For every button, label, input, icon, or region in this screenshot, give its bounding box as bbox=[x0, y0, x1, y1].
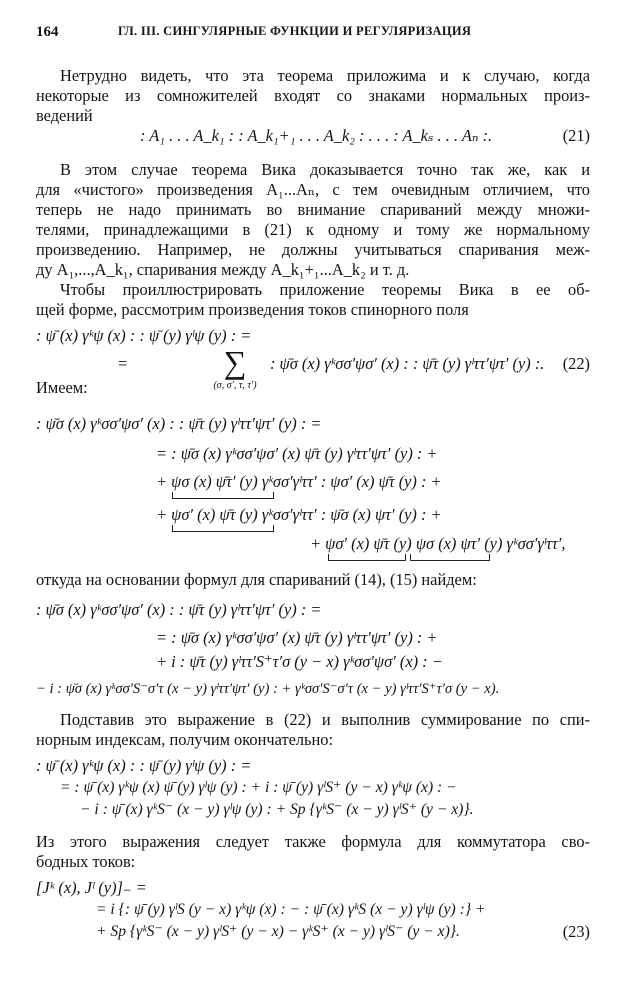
para1-line3: ведений bbox=[36, 106, 93, 125]
equation-21: : A₁ . . . A_k₁ : : A_k₁+₁ . . . A_k₂ : . . . : A_kₛ . . . Aₙ :. bbox=[140, 126, 493, 145]
page-number: 164 bbox=[36, 24, 59, 40]
para4-line: откуда на основании формул для спариваний (14), (15) найдем: bbox=[36, 570, 477, 589]
para1-line2: некоторые из сомножителей входят со знаками нормальных произ- bbox=[36, 86, 590, 105]
wick-line5: + ψσ′ (x) ψ̄τ (y) ψσ (x) ψτ′ (y) γᵏσσ′γˡττ′, bbox=[310, 534, 566, 553]
equation-22-line2: : ψ̄σ (x) γᵏσσ′ψσ′ (x) : : ψ̄τ (y) γˡττ′ψτ′ (y) :. bbox=[270, 354, 545, 373]
para2-line2: для «чистого» произведения A₁...Aₙ, с тем очевидным отличием, что bbox=[36, 180, 590, 199]
result-line3: + i : ψ̄τ (y) γˡττ′S⁺τ′σ (y − x) γᵏσσ′ψσ′ (x) : − bbox=[156, 652, 443, 671]
equation-22-line1: : ψ̄ (x) γᵏψ (x) : : ψ̄ (y) γˡψ (y) : = bbox=[36, 326, 252, 345]
final-line2: = : ψ̄ (x) γᵏψ (x) ψ̄ (y) γˡψ (y) : + i : ψ̄ (y) γˡS⁺ (y − x) γᵏψ (x) : − bbox=[60, 779, 457, 796]
final-line3: − i : ψ̄ (x) γᵏS⁻ (x − y) γˡψ (y) : + Sp {γᵏS⁻ (x − y) γˡS⁺ (y − x)}. bbox=[80, 801, 474, 818]
equation-23-line2: = i {: ψ̄ (y) γˡS (y − x) γᵏψ (x) : − : ψ̄ (x) γᵏS (x − y) γˡψ (y) :} + bbox=[96, 901, 486, 918]
contraction-bracket bbox=[172, 492, 274, 499]
contraction-bracket bbox=[328, 554, 406, 561]
equation-22-number: (22) bbox=[562, 354, 590, 373]
running-title: ГЛ. III. СИНГУЛЯРНЫЕ ФУНКЦИИ И РЕГУЛЯРИЗАЦИЯ bbox=[118, 24, 472, 38]
result-line1: : ψ̄σ (x) γᵏσσ′ψσ′ (x) : : ψ̄τ (y) γˡττ′ψτ′ (y) : = bbox=[36, 600, 322, 619]
wick-line2: = : ψ̄σ (x) γᵏσσ′ψσ′ (x) ψ̄τ (y) γˡττ′ψτ′ (y) : + bbox=[156, 444, 438, 463]
equation-23-number: (23) bbox=[562, 922, 590, 941]
equation-21-number: (21) bbox=[562, 126, 590, 145]
result-line4: − i : ψ̄σ (x) γᵏσσ′S⁻σ′τ (x − y) γˡττ′ψτ′ (y) : + γᵏσσ′S⁻σ′τ (x − y) γˡττ′S⁺τ′σ (y − x). bbox=[36, 681, 500, 697]
summation-index: (σ, σ′, τ, τ′) bbox=[213, 380, 257, 391]
para6-line2: бодных токов: bbox=[36, 852, 136, 871]
final-line1: : ψ̄ (x) γᵏψ (x) : : ψ̄ (y) γˡψ (y) : = bbox=[36, 756, 252, 775]
summation-sign: ∑ bbox=[223, 344, 247, 380]
para2-line3: теперь не надо принимать во внимание спариваний между множи- bbox=[36, 200, 590, 219]
imeem-label: Имеем: bbox=[36, 378, 88, 397]
wick-line4: + ψσ′ (x) ψ̄τ (y) γᵏσσ′γˡττ′ : ψ̄σ (x) ψτ′ (y) : + bbox=[156, 505, 442, 524]
equation-23-line1: [Jᵏ (x), Jˡ (y)]₋ = bbox=[36, 878, 147, 897]
equation-23-line3: + Sp {γᵏS⁻ (x − y) γˡS⁺ (y − x) − γᵏS⁺ (x − y) γˡS⁻ (y − x)}. bbox=[96, 923, 460, 940]
contraction-bracket bbox=[410, 554, 490, 561]
result-line2: = : ψ̄σ (x) γᵏσσ′ψσ′ (x) ψ̄τ (y) γˡττ′ψτ′ (y) : + bbox=[156, 628, 438, 647]
wick-line1: : ψ̄σ (x) γᵏσσ′ψσ′ (x) : : ψ̄τ (y) γˡττ′ψτ′ (y) : = bbox=[36, 414, 322, 433]
para2-line4: телями, принадлежащими в (21) к одному и тому же нормальному bbox=[36, 220, 590, 239]
wick-line3: + ψσ (x) ψ̄τ′ (y) γᵏσσ′γˡττ′ : ψσ′ (x) ψ̄τ (y) : + bbox=[156, 472, 442, 491]
para2-line6: ду A₁,...,A_k₁, спаривания между A_k₁+₁...A_k₂ и т. д. bbox=[36, 260, 410, 279]
contraction-bracket bbox=[172, 525, 274, 532]
para2-line1: В этом случае теорема Вика доказывается точно так же, как и bbox=[60, 160, 590, 179]
para5-line2: норным индексам, получим окончательно: bbox=[36, 730, 334, 749]
para2-line5: произведению. Например, не должны учитываться спаривания меж- bbox=[36, 240, 590, 259]
para5-line1: Подставив это выражение в (22) и выполнив суммирование по спи- bbox=[60, 710, 590, 729]
para6-line1: Из этого выражения следует также формула для коммутатора сво- bbox=[36, 832, 590, 851]
para1-line1: Нетрудно видеть, что эта теорема приложима и к случаю, когда bbox=[60, 66, 590, 85]
para3-line1: Чтобы проиллюстрировать приложение теоремы Вика в ее об- bbox=[60, 280, 590, 299]
para3-line2: щей форме, рассмотрим произведения токов спинорного поля bbox=[36, 300, 469, 319]
equation-22-equals: = bbox=[118, 354, 128, 373]
